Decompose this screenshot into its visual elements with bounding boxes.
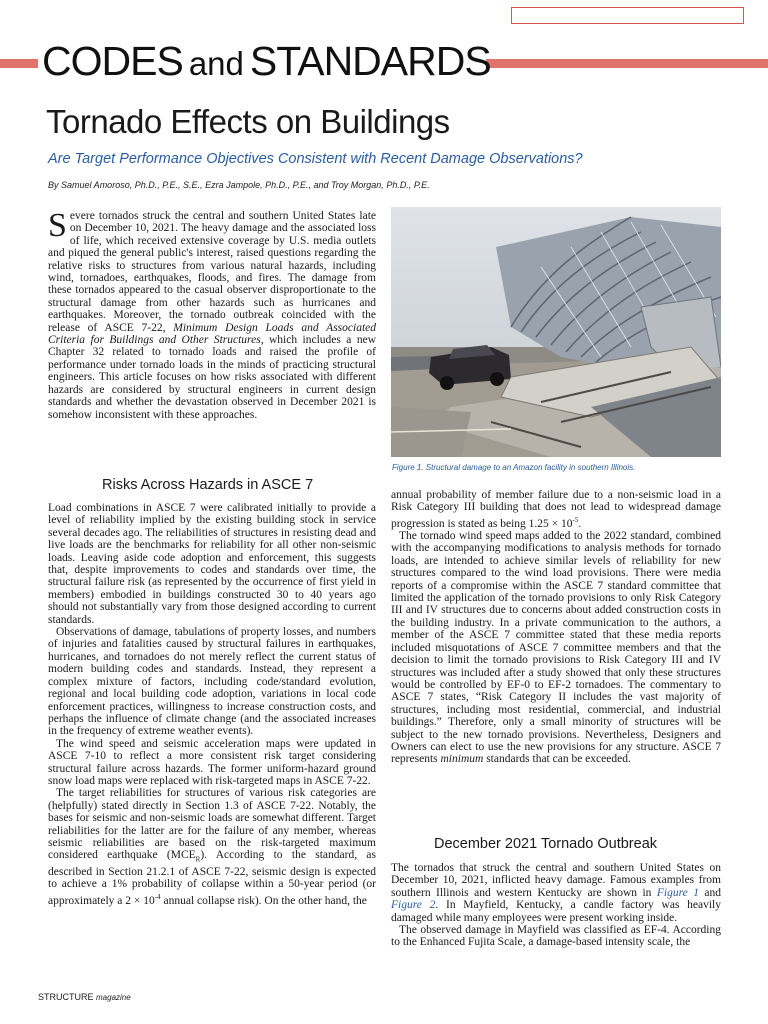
paragraph: [391, 489, 721, 530]
article-byline: By Samuel Amoroso, Ph.D., P.E., S.E., Ezra Jampole, Ph.D., P.E., and Troy Morgan, Ph.D., P.E.: [48, 180, 430, 190]
banner-rule-left: [0, 59, 38, 68]
paragraph: [48, 787, 376, 907]
paragraph: The wind speed and seismic acceleration maps were updated in ASCE 7-10 to reflect a more consistent risk target considering structural failure across hazards. The former uniform-hazard ground snow load maps were replaced with risk-targeted maps in ASCE 7-22.: [48, 737, 376, 787]
text: The tornados that struck the central and southern United States on December 10, 2021, inflicted heavy damage. Famous examples from southern Illinois and western Kentucky are shown in: [391, 862, 721, 899]
paragraph: [391, 862, 721, 924]
tornado-damage-photo: [391, 207, 721, 457]
banner-and: and: [188, 45, 244, 82]
heading-risks-across-hazards: Risks Across Hazards in ASCE 7: [102, 477, 314, 493]
text: and: [698, 886, 722, 899]
text: annual probability of member failure due to a non-seismic load in a Risk Category III building that does not lead to widespread damage progression is stated as being 1.25 × 10: [391, 489, 721, 530]
banner-standards: STANDARDS: [249, 38, 491, 84]
article-title: Tornado Effects on Buildings: [46, 103, 450, 140]
figure-caption: Figure 1. Structural damage to an Amazon facility in southern Illinois.: [392, 463, 636, 472]
footer-brand: STRUCTURE: [38, 992, 94, 1002]
figure-2-link[interactable]: Figure 2: [391, 899, 436, 912]
text: annual collapse risk). On the other hand, the: [160, 894, 367, 907]
heading-december-outbreak: December 2021 Tornado Outbreak: [434, 836, 658, 852]
text: ). According to the standard, as described in Section 21.2.1 of ASCE 7-22, seismic design is expected to achieve a 1% probability of collapse within a 50-year period (or approximately a 2 × 10: [48, 849, 376, 907]
banner-codes: CODES: [42, 38, 183, 84]
footer-magazine-name: [38, 992, 131, 1002]
paragraph: Load combinations in ASCE 7 were calibrated initially to provide a level of reliability implied by the existing building stock in service several decades ago. The reliabilities of structures in resisting dead and live loads are the benchmarks for reliability for all other non-seismic loads. Leaving aside code adoption and enforcement, this suggests that, despite improvements to codes and standards over time, the structural failure risk (as represented by the occurrence of first yield in members) embodied in buildings constructed 30 to 40 years ago should not substantially vary from those designed according to current standards.: [48, 502, 376, 626]
italic-text: minimum: [440, 753, 484, 766]
banner-rule-right: [486, 59, 768, 68]
drop-cap: S: [48, 207, 67, 244]
subscript: R: [195, 855, 201, 864]
footer-suffix: magazine: [96, 993, 131, 1002]
text: . In Mayfield, Kentucky, a candle factory was heavily damaged while many employees were present working inside.: [391, 899, 722, 924]
article-subtitle: Are Target Performance Objectives Consistent with Recent Damage Observations?: [48, 151, 583, 167]
paragraph: The observed damage in Mayfield was classified as EF-4. According to the Enhanced Fujita Scale, a damage-based intensity scale, the: [391, 924, 721, 949]
right-column-body: [391, 489, 721, 766]
header-box: [511, 7, 744, 24]
section-outbreak-body: [391, 862, 721, 949]
section-risks-body: [48, 502, 376, 907]
figure-1-link[interactable]: Figure 1: [656, 886, 699, 899]
superscript: -5: [572, 515, 579, 524]
paragraph: Observations of damage, tabulations of property losses, and numbers of injuries and fatalities caused by structural failures in earthquakes, hurricanes, and tornadoes do not merely reflect the current status of modern building codes and standards. Instead, they represent a complex mixture of factors, including code/standard evolution, regional and local building code adoption, variations in local code enforcement practices, willingness to increase construction costs, and perhaps the influence of climate change (and the associated increases in the frequency of extreme weather events).: [48, 626, 376, 738]
intro-text-2: , which includes a new Chapter 32 related to tornado loads and raised the profile of performance under tornado loads in the minds of practicing structural engineers. This article focuses on how risks associated with different hazards are considered by structural engineers in current design standards and whether the devastation observed in December 2021 is somehow inconsistent with these approaches.: [48, 334, 376, 421]
intro-paragraph: [48, 207, 376, 421]
intro-standard-title: Minimum Design Loads and Associated Criteria for Buildings and Other Structures: [48, 321, 376, 347]
superscript: -4: [154, 892, 161, 901]
section-banner: [42, 36, 491, 89]
text: .: [578, 517, 582, 530]
text: standards that can be exceeded.: [483, 753, 631, 766]
text: The target reliabilities for structures of various risk categories are (helpfully) stated directly in Section 1.3 of ASCE 7-22. Notably, the bases for seismic and non-seismic loads are somewhat different. Target reliabilities for the latter are for the failure of any member, whereas seismic reliabilities are based on the risk-targeted maximum considered earthquake (MCE: [48, 787, 376, 862]
intro-text-1: evere tornados struck the central and southern United States late on December 10, 2021. The heavy damage and the associated loss of life, which received extensive coverage by U.S. media outlets and piqued the general public's interest, raised questions regarding the relative risks to structures from various natural hazards, including wind, tornadoes, earthquakes, floods, and fires. The damage from these tornados appeared to the casual observer disproportionate to the structural damage from other hazards such as hurricanes and earthquakes. Moreover, the tornado outbreak coincided with the release of ASCE 7-22,: [48, 210, 376, 334]
text: The tornado wind speed maps added to the 2022 standard, combined with the accompanying modifications to analysis methods for tornado loads, are intended to achieve similar levels of reliability for new structures compared to the wind load provisions. There were media reports of a compromise within the ASCE 7 standard committee that limited the application of the tornado provisions to only Risk Category III and IV structures due to concerns about added construction costs in the building industry. In a private communication to the authors, a member of the ASCE 7 committee stated that these media reports included misquotations of ASCE 7 committee members and that the decision to limit the tornado provisions to Risk Category III and IV structures was included after a study showed that only these structures would be controlled by EF-0 to EF-2 tornadoes. The commentary to ASCE 7 states, “Risk Category II includes the vast majority of structures, including most residential, commercial, and industrial buildings.” Therefore, only a small minority of structures will be subject to the new tornado provisions. Nevertheless, Designers and Owners can elect to use the new provisions for any structure. ASCE 7 represents: [391, 530, 721, 766]
paragraph: [391, 530, 721, 766]
